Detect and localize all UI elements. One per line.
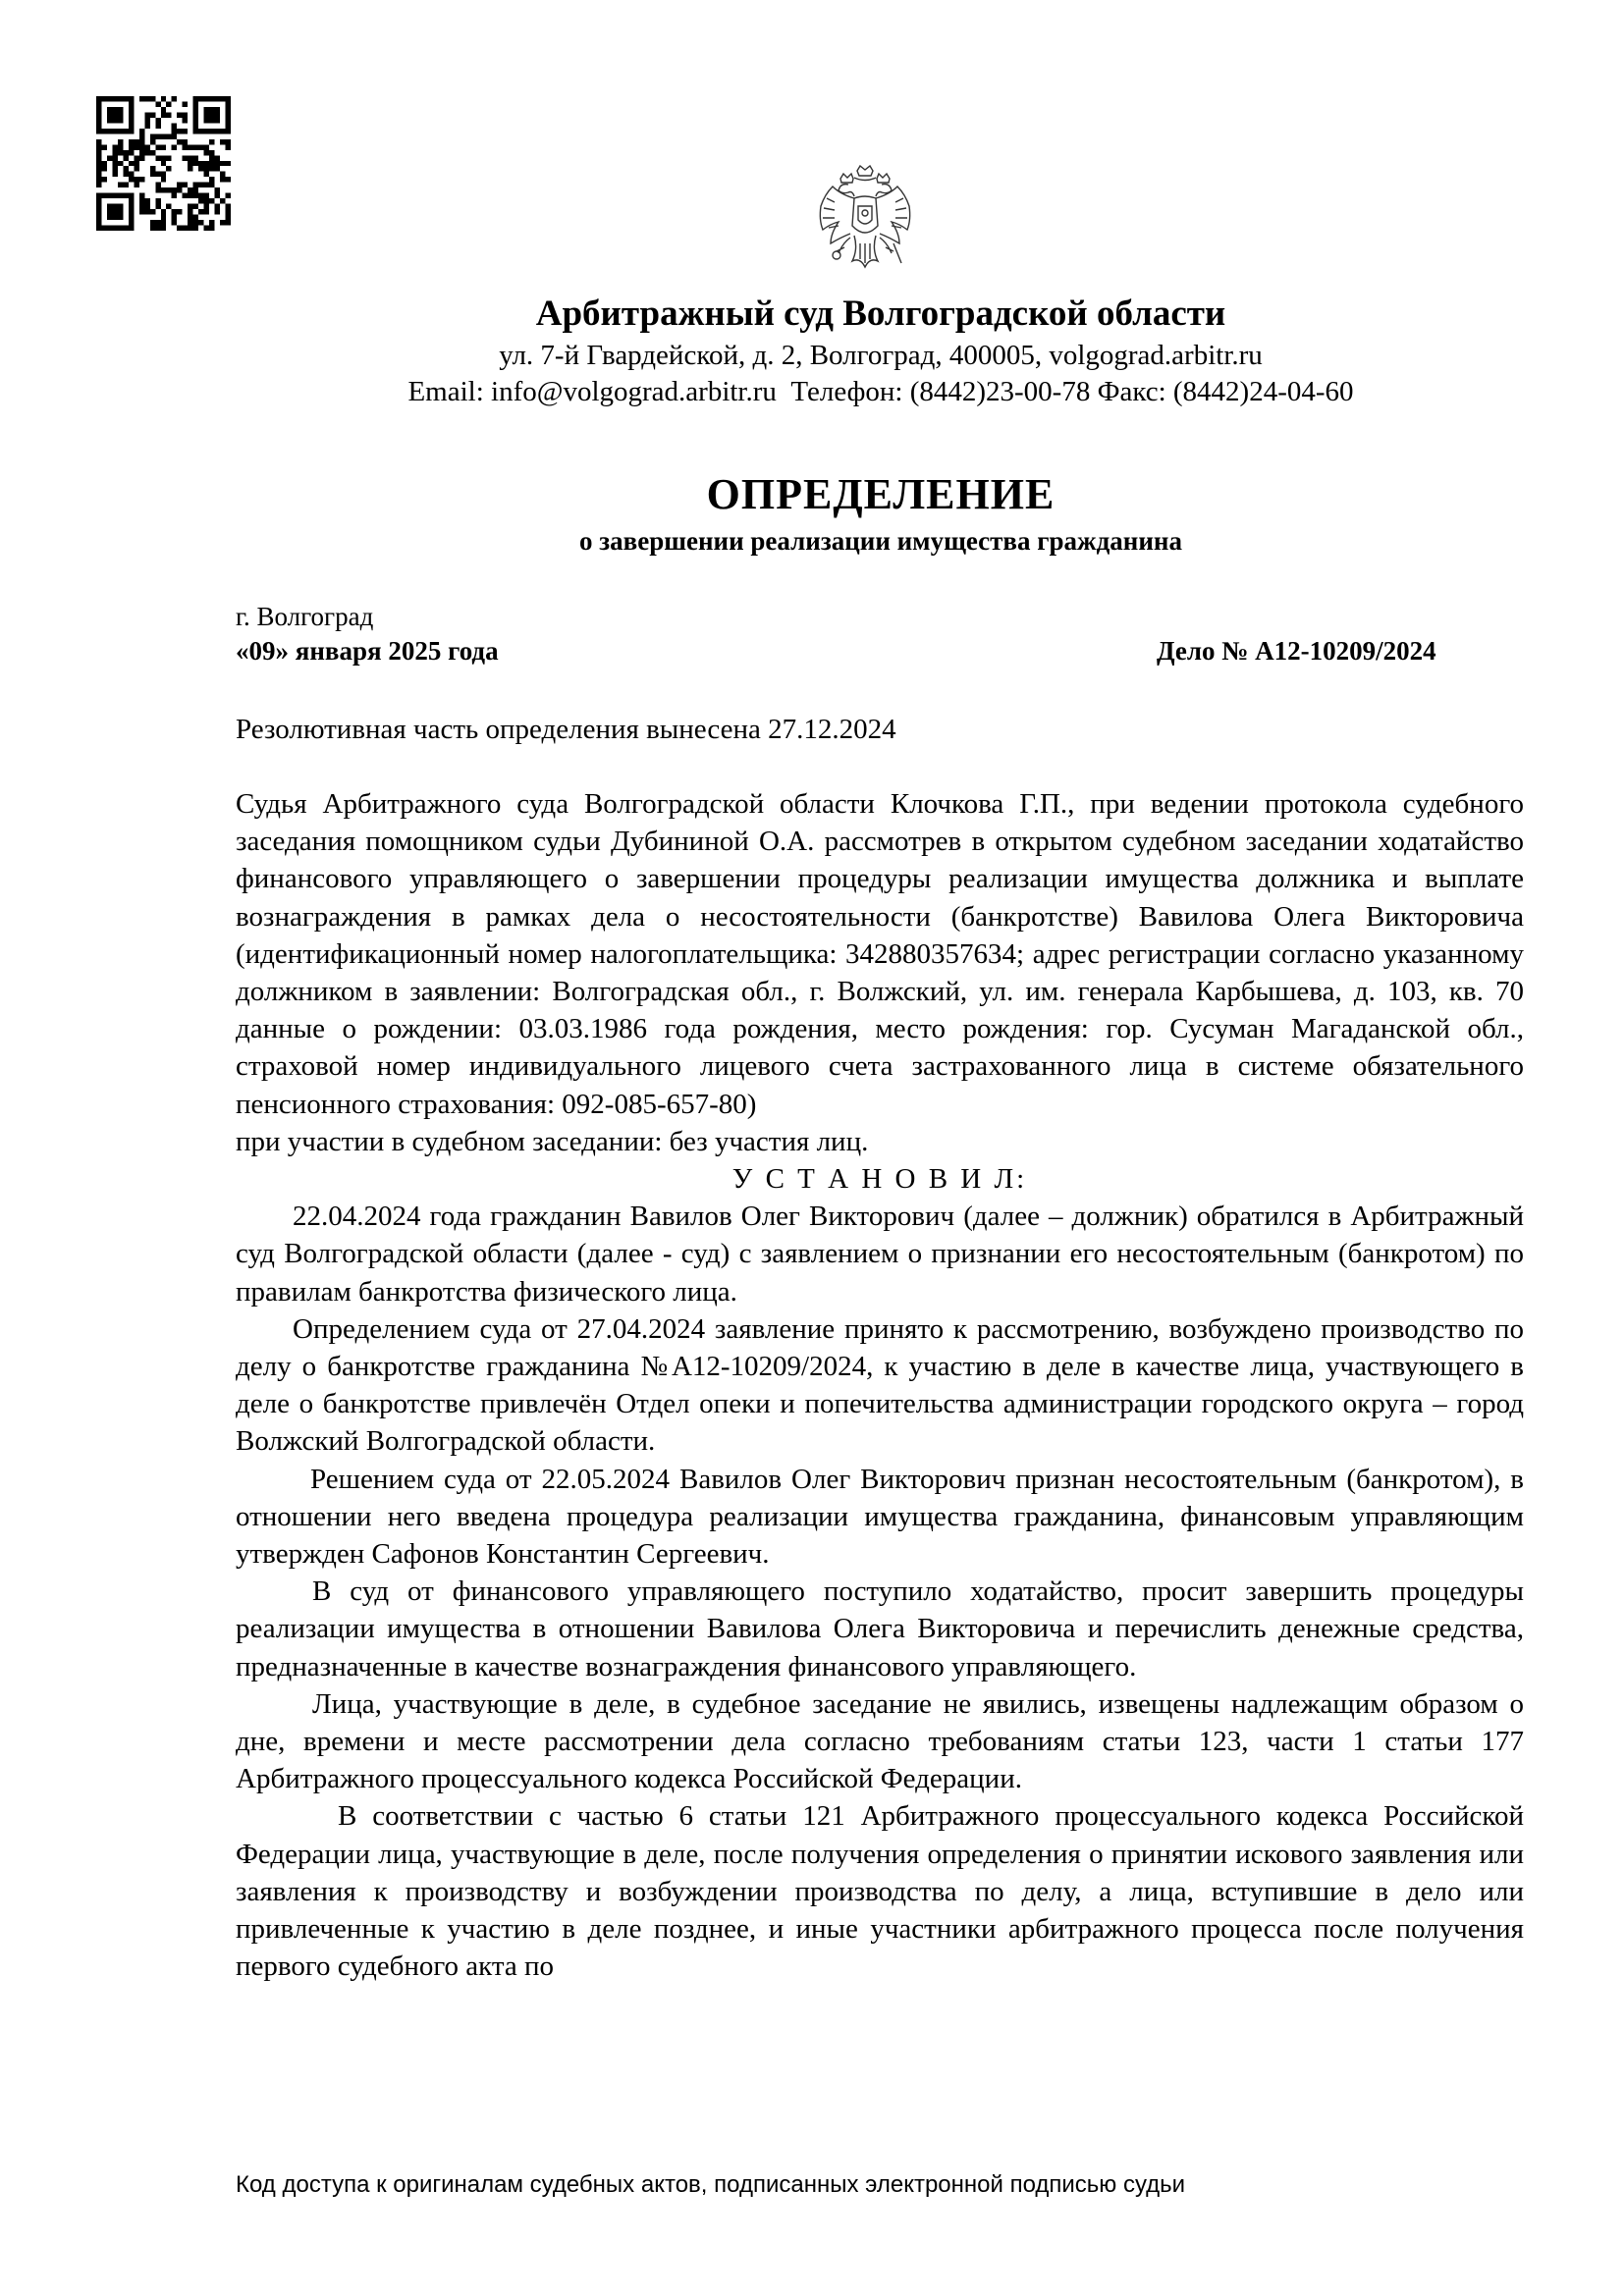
coat-of-arms-icon bbox=[811, 165, 919, 281]
document-body bbox=[236, 785, 1524, 1986]
qr-code-icon bbox=[96, 96, 231, 231]
body-paragraph: 22.04.2024 года гражданин Вавилов Олег Викторович (далее – должник) обратился в Арбитражный суд Волгоградской области (далее - суд) с заявлением о признании его несостоятельным (банкротом) по правилам банкротства физического лица. bbox=[236, 1201, 1524, 1308]
body-paragraph: Решением суда от 22.05.2024 Вавилов Олег Викторович признан несостоятельным (банкротом), в отношении него введена процедура реализации имущества гражданина, финансовым управляющим утвержден Сафонов Константин Сергеевич. bbox=[236, 1463, 1524, 1571]
body-paragraph: Определением суда от 27.04.2024 заявление принято к рассмотрению, возбуждено производство по делу о банкротстве гражданина №А12-10209/2024, к участию в деле в качестве лица, участвующего в деле о банкротстве привлечён Отдел опеки и попечительства администрации городского округа – город Волжский Волгоградской области. bbox=[236, 1312, 1524, 1458]
court-contacts: Email: info@volgograd.arbitr.ru Телефон: (8442)23-00-78 Факс: (8442)24-04-60 bbox=[407, 376, 1354, 407]
participation-line: при участии в судебном заседании: без участия лиц. bbox=[236, 1125, 869, 1157]
court-address: ул. 7-й Гвардейской, д. 2, Волгоград, 400005, volgograd.arbitr.ru bbox=[499, 340, 1263, 371]
body-paragraph: В соответствии с частью 6 статьи 121 Арбитражного процессуального кодекса Российской Федерации лица, участвующие в деле, после получения определения о принятии искового заявления или заявления к производству и возбуждении производства по делу, а лица, вступившие в дело или привлеченные к участию в деле позднее, и иные участники арбитражного процесса после получения первого судебного акта по bbox=[236, 1800, 1524, 1983]
footer-note: Код доступа к оригиналам судебных актов, подписанных электронной подписью судьи bbox=[236, 2171, 1186, 2198]
court-name: Арбитражный суд Волгоградской области bbox=[535, 294, 1226, 334]
intro-paragraph: Судья Арбитражного суда Волгоградской области Клочкова Г.П., при ведении протокола судебного заседания помощником судьи Дубининой О.А. рассмотрев в открытом судебном заседании ходатайство финансового управляющего о завершении процедуры реализации имущества должника и выплате вознаграждения в рамках дела о несостоятельности (банкротстве) Вавилова Олега Викторовича (идентификационный номер налогоплательщика: 342880357634; адрес регистрации согласно указанному должником в заявлении: Волгоградская обл., г. Волжский, ул. им. генерала Карбышева, д. 103, кв. 70 данные о рождении: 03.03.1986 года рождения, место рождения: гор. Сусуман Магаданской обл., страховой номер индивидуального лицевого счета застрахованного лица в системе обязательного пенсионного страхования: 092-085-657-80) bbox=[236, 788, 1524, 1120]
body-paragraph: В суд от финансового управляющего поступило ходатайство, просит завершить процедуры реализации имущества в отношении Вавилова Олега Викторовича и перечислить денежные средства, предназначенные в качестве вознаграждения финансового управляющего. bbox=[236, 1575, 1524, 1682]
document-subtitle: о завершении реализации имущества гражданина bbox=[579, 526, 1182, 556]
document-title: ОПРЕДЕЛЕНИЕ bbox=[706, 470, 1056, 518]
body-paragraph: Лица, участвующие в деле, в судебное заседание не явились, извещены надлежащим образом о дне, времени и месте рассмотрении дела согласно требованиям статьи 123, части 1 статьи 177 Арбитражного процессуального кодекса Российской Федерации. bbox=[236, 1687, 1524, 1795]
established-heading: У С Т А Н О В И Л: bbox=[731, 1163, 1028, 1196]
case-number: Дело № А12-10209/2024 bbox=[1157, 636, 1436, 666]
resolution-note: Резолютивная часть определения вынесена 27.12.2024 bbox=[236, 714, 896, 745]
decision-date: «09» января 2025 года bbox=[236, 636, 499, 666]
city: г. Волгоград bbox=[236, 602, 374, 631]
